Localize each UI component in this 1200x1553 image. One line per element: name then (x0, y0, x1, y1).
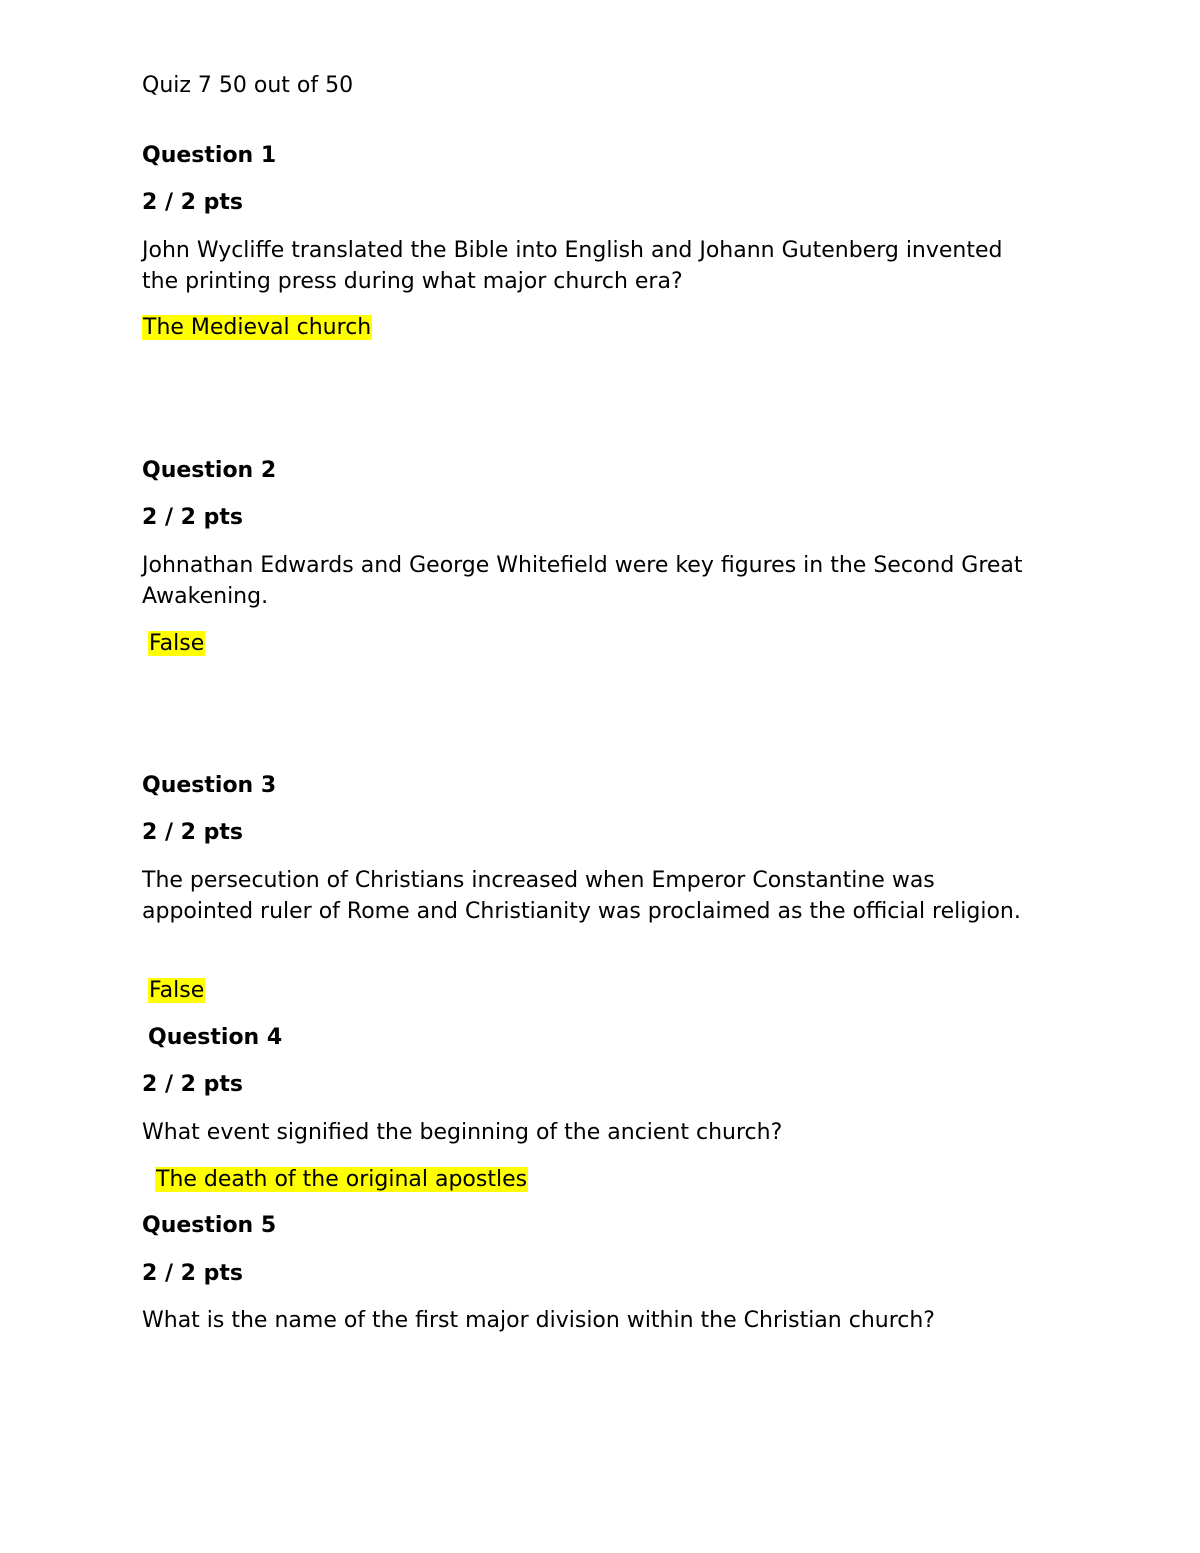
quiz-title: Quiz 7 50 out of 50 (142, 73, 354, 98)
question-2-text: Johnathan Edwards and George Whitefield were key figures in the Second Great Awakening. (142, 553, 1023, 609)
question-2-points: 2 / 2 pts (142, 505, 243, 530)
question-2-answer: False (149, 631, 205, 656)
question-1-answer-line (142, 312, 372, 343)
question-4-text: What event signified the beginning of the ancient church? (142, 1120, 783, 1145)
question-2-answer-line (148, 628, 205, 659)
question-1-heading: Question 1 (142, 143, 277, 168)
question-3-answer: False (149, 978, 205, 1003)
question-3-heading: Question 3 (142, 773, 277, 798)
question-2-heading: Question 2 (142, 458, 277, 483)
question-5-text: What is the name of the first major division within the Christian church? (142, 1308, 935, 1333)
question-4-answer-line (155, 1164, 528, 1195)
question-4-points: 2 / 2 pts (142, 1072, 243, 1097)
question-3-text: The persecution of Christians increased when Emperor Constantine was appointed ruler of Rome and Christianity was proclaimed as the official religion. (142, 868, 1021, 924)
question-5-heading: Question 5 (142, 1213, 277, 1238)
question-1-text: John Wycliffe translated the Bible into English and Johann Gutenberg invented the printing press during what major church era? (142, 238, 1003, 294)
question-4-heading: Question 4 (148, 1025, 283, 1050)
question-3-answer-line (148, 975, 205, 1006)
question-1-answer: The Medieval church (143, 315, 372, 340)
question-5-points: 2 / 2 pts (142, 1261, 243, 1286)
question-1-points: 2 / 2 pts (142, 190, 243, 215)
question-3-points: 2 / 2 pts (142, 820, 243, 845)
question-4-answer: The death of the original apostles (156, 1167, 528, 1192)
